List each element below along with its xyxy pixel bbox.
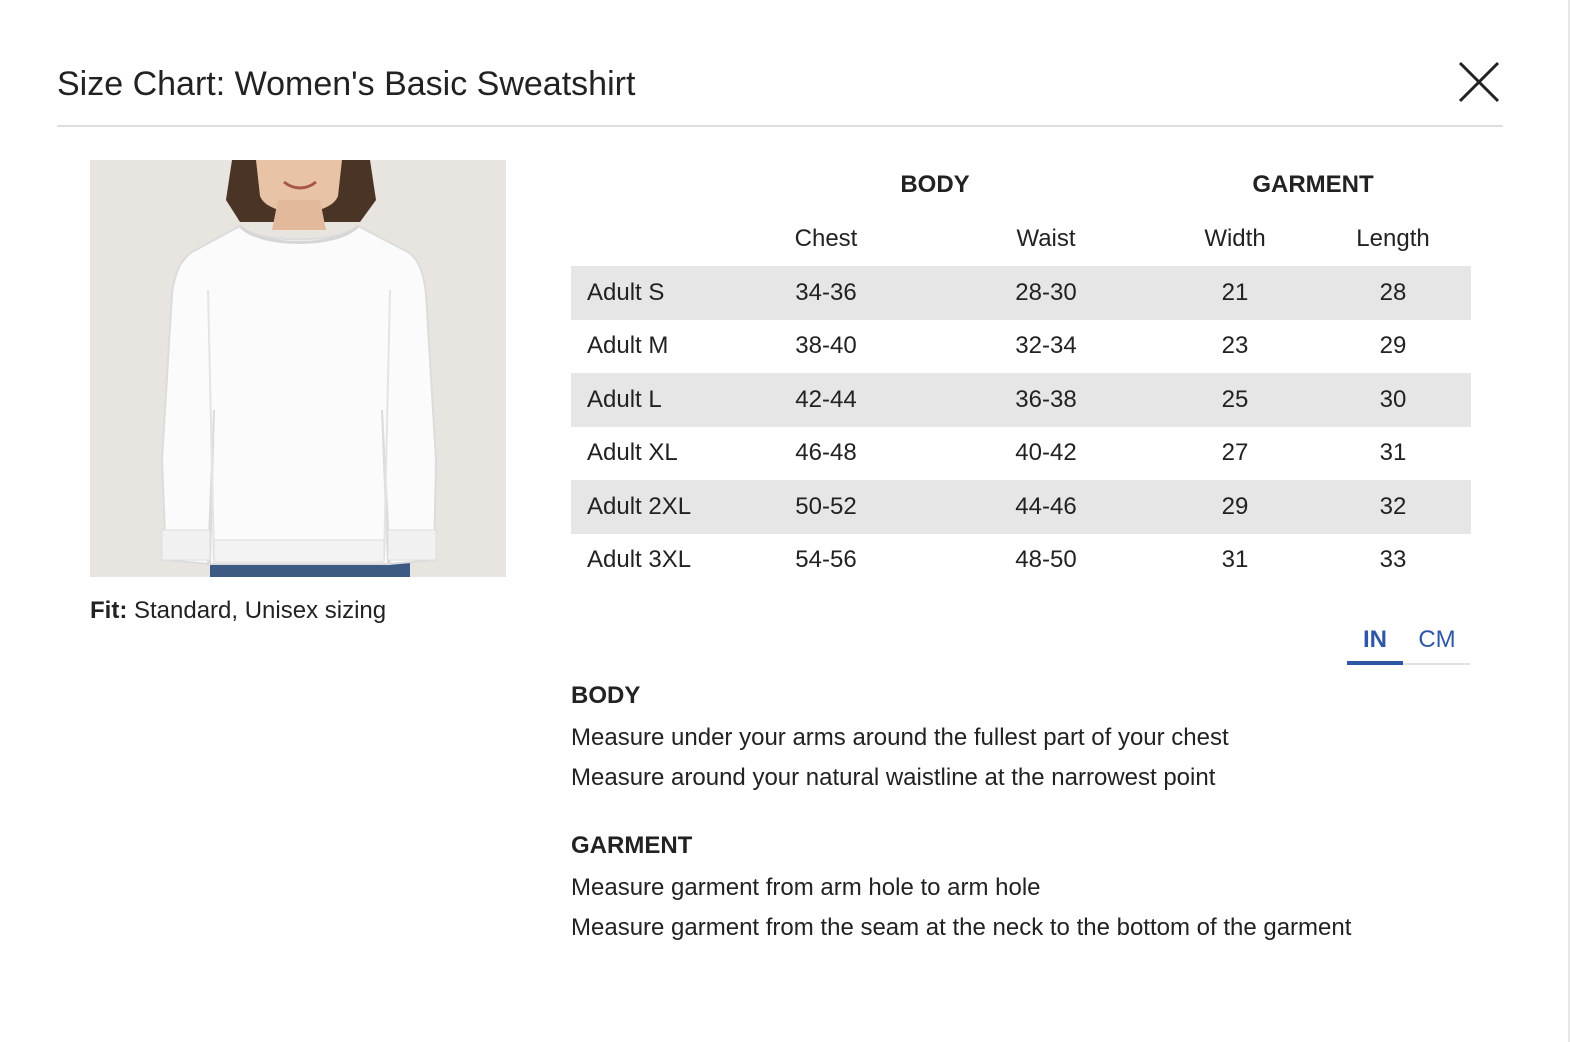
length-cell: 31 <box>1379 439 1407 467</box>
size-cell: Adult L <box>587 385 662 413</box>
waist-cell: 28-30 <box>1015 278 1077 306</box>
width-cell: 21 <box>1221 278 1249 306</box>
product-image <box>90 160 506 577</box>
size-cell: Adult 2XL <box>587 492 692 520</box>
chest-cell: 50-52 <box>795 492 857 520</box>
garment-instructions <box>571 830 1471 948</box>
garment-group-heading: GARMENT <box>1252 171 1374 198</box>
waist-cell: 40-42 <box>1015 439 1077 467</box>
unit-toggle <box>1347 620 1470 665</box>
column-header-length: Length <box>1356 225 1430 252</box>
length-cell: 28 <box>1379 278 1407 306</box>
column-header-waist: Waist <box>1016 225 1076 252</box>
garment-instruction-length: Measure garment from the seam at the neck to the bottom of the garment <box>571 914 1352 941</box>
size-cell: Adult S <box>587 278 665 306</box>
unit-tab-in[interactable]: IN <box>1347 620 1403 665</box>
table-row <box>571 373 1471 427</box>
fit-value: Standard, Unisex sizing <box>127 597 387 624</box>
width-cell: 31 <box>1221 546 1249 574</box>
length-cell: 29 <box>1379 332 1407 360</box>
table-row <box>571 534 1471 588</box>
length-cell: 30 <box>1379 385 1407 413</box>
table-row <box>571 320 1471 374</box>
table-column-header <box>571 212 1471 266</box>
fit-label: Fit: <box>90 597 128 624</box>
table-row <box>571 427 1471 481</box>
width-cell: 23 <box>1221 332 1249 360</box>
body-group-heading: BODY <box>900 171 970 198</box>
width-cell: 29 <box>1221 492 1249 520</box>
body-instruction-chest: Measure under your arms around the fullest part of your chest <box>571 724 1229 751</box>
waist-cell: 44-46 <box>1015 492 1077 520</box>
garment-instruction-width: Measure garment from arm hole to arm hole <box>571 874 1041 901</box>
sweatshirt-model-image <box>90 160 506 577</box>
width-cell: 25 <box>1221 385 1249 413</box>
length-cell: 32 <box>1379 492 1407 520</box>
column-header-chest: Chest <box>794 225 858 252</box>
size-table <box>571 160 1471 587</box>
chest-cell: 42-44 <box>795 385 857 413</box>
unit-tab-cm[interactable]: CM <box>1418 626 1456 653</box>
body-instructions <box>571 680 1471 798</box>
fit-description <box>90 596 386 626</box>
column-header-width: Width <box>1204 225 1266 252</box>
garment-instructions-title: GARMENT <box>571 832 693 859</box>
table-row <box>571 480 1471 534</box>
modal-title: Size Chart: Women's Basic Sweatshirt <box>57 65 636 103</box>
body-instructions-title: BODY <box>571 682 641 709</box>
waist-cell: 32-34 <box>1015 332 1077 360</box>
close-button[interactable] <box>1457 60 1501 104</box>
waist-cell: 48-50 <box>1015 546 1077 574</box>
width-cell: 27 <box>1221 439 1249 467</box>
size-cell: Adult XL <box>587 439 678 467</box>
size-cell: Adult M <box>587 332 669 360</box>
length-cell: 33 <box>1379 546 1407 574</box>
size-cell: Adult 3XL <box>587 546 692 574</box>
waist-cell: 36-38 <box>1015 385 1077 413</box>
close-icon <box>1457 60 1501 104</box>
modal-header <box>57 0 1503 127</box>
chest-cell: 46-48 <box>795 439 857 467</box>
chest-cell: 34-36 <box>795 278 857 306</box>
table-row <box>571 266 1471 320</box>
table-group-header <box>571 160 1471 212</box>
chest-cell: 38-40 <box>795 332 857 360</box>
body-instruction-waist: Measure around your natural waistline at the narrowest point <box>571 764 1216 791</box>
chest-cell: 54-56 <box>795 546 857 574</box>
